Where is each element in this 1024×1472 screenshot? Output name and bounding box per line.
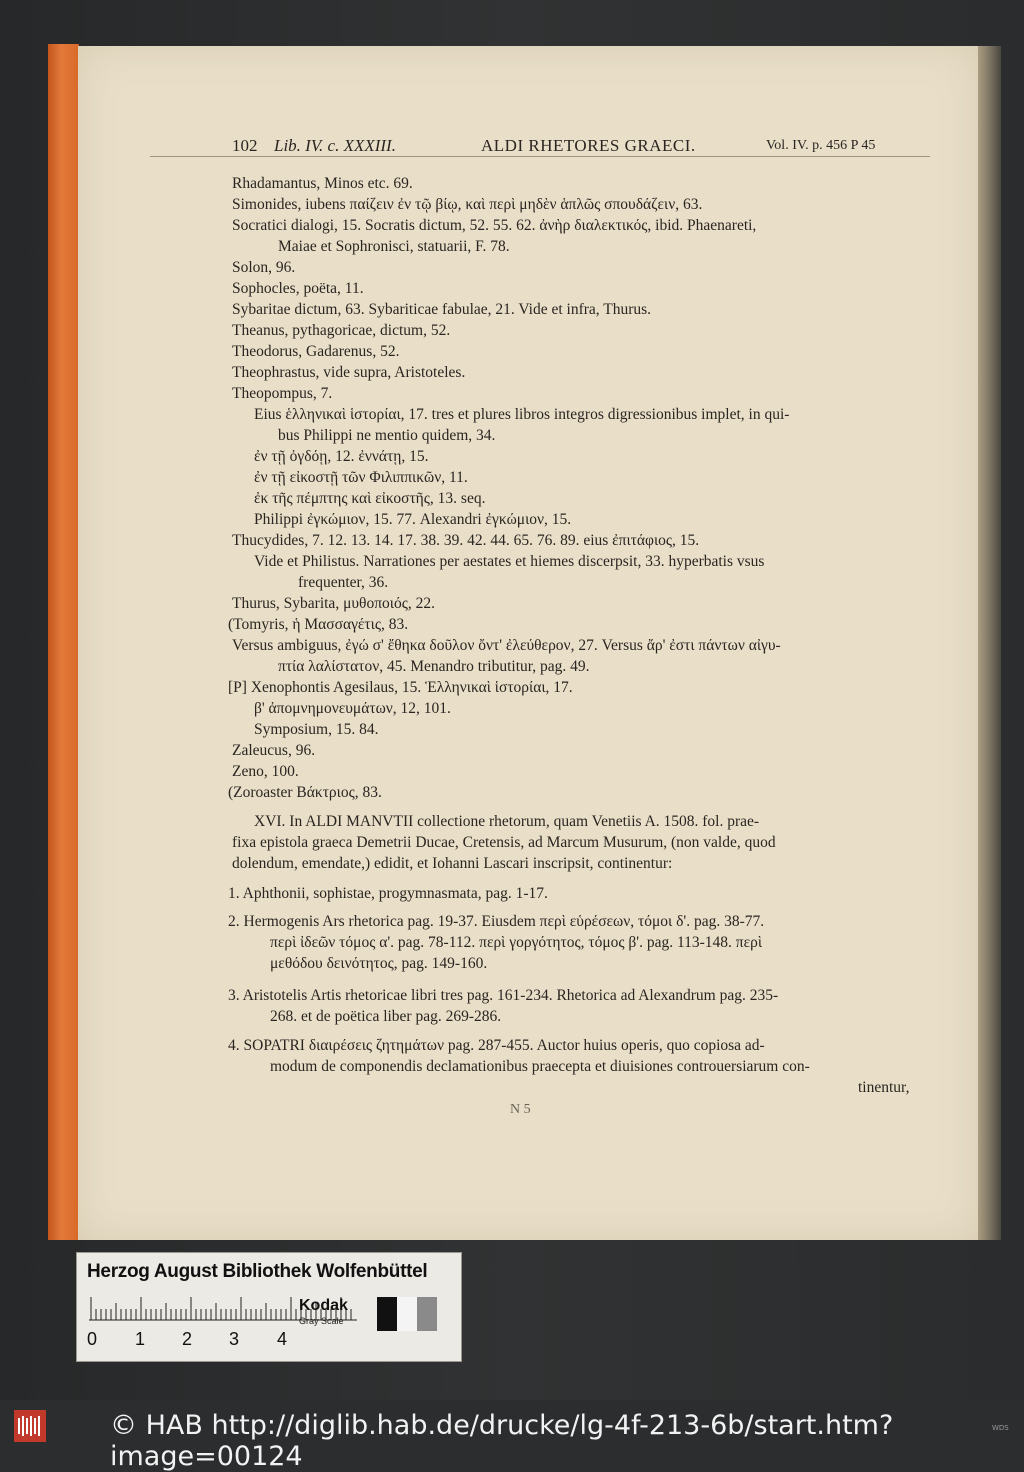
swatch-gray xyxy=(417,1297,437,1331)
index-line: Symposium, 15. 84. xyxy=(254,721,379,738)
book-spine-edge xyxy=(48,44,79,1240)
ruler-label: 0 xyxy=(87,1329,98,1349)
index-line: Theanus, pythagoricae, dictum, 52. xyxy=(232,322,451,339)
body-line: XVI. In ALDI MANVTII collectione rhetorum, quam Venetiis A. 1508. fol. prae- xyxy=(254,813,760,830)
index-line: Rhadamantus, Minos etc. 69. xyxy=(232,175,413,192)
index-line: Thurus, Sybarita, μυθοποιός, 22. xyxy=(232,595,435,612)
index-line: Solon, 96. xyxy=(232,259,296,276)
index-line: Eius ἑλληνικαὶ ἱστορίαι, 17. tres et plures libros integros digressionibus implet, in qui- xyxy=(254,406,790,423)
color-calibration-card xyxy=(76,1252,462,1362)
index-line: ἐν τῇ ὀγδόῃ, 12. ἐννάτῃ, 15. xyxy=(254,448,429,465)
index-line: Socratici dialogi, 15. Socratis dictum, 52. 55. 62. ἀνὴρ διαλεκτικός, ibid. Phaenareti, xyxy=(232,217,757,234)
swatch-white xyxy=(397,1297,417,1331)
kodak-logo-text: Kodak xyxy=(299,1297,348,1314)
index-line: Sybaritae dictum, 63. Sybariticae fabulae, 21. Vide et infra, Thurus. xyxy=(232,301,652,318)
swatch-black xyxy=(377,1297,397,1331)
index-line: Zaleucus, 96. xyxy=(232,742,316,759)
body-line: 3. Aristotelis Artis rhetoricae libri tres pag. 161-234. Rhetorica ad Alexandrum pag. 235- xyxy=(228,987,779,1004)
index-line: Zeno, 100. xyxy=(232,763,299,780)
body-line: 268. et de poëtica liber pag. 269-286. xyxy=(270,1008,502,1025)
header-rule xyxy=(150,156,930,157)
index-line: Vide et Philistus. Narrationes per aestates et hiemes discerpsit, 33. hyperbatis vsus xyxy=(254,553,765,570)
body-line: dolendum, emendate,) edidit, et Iohanni Lascari inscripsit, continentur: xyxy=(232,855,673,872)
footer-bar xyxy=(0,1400,1024,1472)
body-line: μεθόδου δεινότητος, pag. 149-160. xyxy=(270,955,488,972)
gray-scale-label: Gray Scale xyxy=(299,1316,344,1326)
body-line: 4. SOPATRI διαιρέσεις ζητημάτων pag. 287-455. Auctor huius operis, quo copiosa ad- xyxy=(228,1037,765,1054)
index-line: Thucydides, 7. 12. 13. 14. 17. 38. 39. 42. 44. 65. 76. 89. eius ἐπιτάφιος, 15. xyxy=(232,532,700,549)
index-line: Theopompus, 7. xyxy=(232,385,333,402)
ruler-label: 1 xyxy=(135,1329,146,1349)
hab-logo-icon xyxy=(14,1410,46,1442)
index-line: πτία λαλίστατον, 45. Menandro tributitur, pag. 49. xyxy=(278,658,590,675)
copyright-url[interactable]: © HAB http://diglib.hab.de/drucke/lg-4f-213-6b/start.htm?image=00124 xyxy=(110,1410,894,1472)
running-title: ALDI RHETORES GRAECI. xyxy=(481,136,696,155)
ruler-label: 4 xyxy=(277,1329,288,1349)
library-name: Herzog August Bibliothek Wolfenbüttel xyxy=(87,1261,428,1282)
page-fore-edge xyxy=(975,46,1001,1240)
ruler-label: 3 xyxy=(229,1329,240,1349)
index-line: Sophocles, poëta, 11. xyxy=(232,280,364,297)
index-line: Theodorus, Gadarenus, 52. xyxy=(232,343,400,360)
body-line: περὶ ἰδεῶν τόμος α'. pag. 78-112. περὶ γοργότητος, τόμος β'. pag. 113-148. περὶ xyxy=(270,934,763,951)
index-line: ἐν τῇ εἰκοστῇ τῶν Φιλιππικῶν, 11. xyxy=(254,469,468,486)
volume-reference: Vol. IV. p. 456 P 45 xyxy=(766,138,876,153)
index-line: (Zoroaster Βάκτριος, 83. xyxy=(228,784,382,801)
index-line: (Tomyris, ἡ Μασσαγέτις, 83. xyxy=(228,616,409,633)
signature-mark: N 5 xyxy=(510,1102,531,1117)
gray-swatches xyxy=(377,1297,437,1331)
index-line: ἐκ τῆς πέμπτης καὶ εἰκοστῆς, 13. seq. xyxy=(254,490,486,507)
body-line: fixa epistola graeca Demetrii Ducae, Cretensis, ad Marcum Musurum, (non valde, quod xyxy=(232,834,776,851)
index-line: [P] Xenophontis Agesilaus, 15. Ἑλληνικαὶ ἱστορίαι, 17. xyxy=(228,679,573,696)
index-line: bus Philippi ne mentio quidem, 34. xyxy=(278,427,496,444)
body-line: modum de componendis declamationibus praecepta et diuisiones controuersiarum con- xyxy=(270,1058,810,1075)
index-line: Theophrastus, vide supra, Aristoteles. xyxy=(232,364,466,381)
ruler-label: 2 xyxy=(182,1329,193,1349)
index-line: Simonides, iubens παίζειν ἐν τῷ βίῳ, καὶ περὶ μηδὲν ἁπλῶς σπουδάζειν, 63. xyxy=(232,196,703,213)
book-page xyxy=(78,46,978,1240)
page-number: 102 xyxy=(232,136,258,155)
index-line: frequenter, 36. xyxy=(298,574,389,591)
index-line: Philippi ἐγκώμιον, 15. 77. Alexandri ἐγκώμιον, 15. xyxy=(254,511,572,528)
body-line: 1. Aphthonii, sophistae, progymnasmata, pag. 1-17. xyxy=(228,885,548,902)
body-line: tinentur, xyxy=(858,1079,910,1096)
index-line: Versus ambiguus, ἐγώ σ' ἔθηκα δοῦλον ὄντ' ἐλεύθερον, 27. Versus ἄρ' ἐστι πάντων αἰγυ- xyxy=(232,637,781,654)
body-line: 2. Hermogenis Ars rhetorica pag. 19-37. Eiusdem περὶ εὑρέσεων, τόμοι δ'. pag. 38-77. xyxy=(228,913,765,930)
book-reference: Lib. IV. c. XXXIII. xyxy=(274,136,396,155)
footer-code: WDS xyxy=(992,1424,1009,1432)
index-line: β' ἀπομνημονευμάτων, 12, 101. xyxy=(254,700,451,717)
index-line: Maiae et Sophronisci, statuarii, F. 78. xyxy=(278,238,510,255)
